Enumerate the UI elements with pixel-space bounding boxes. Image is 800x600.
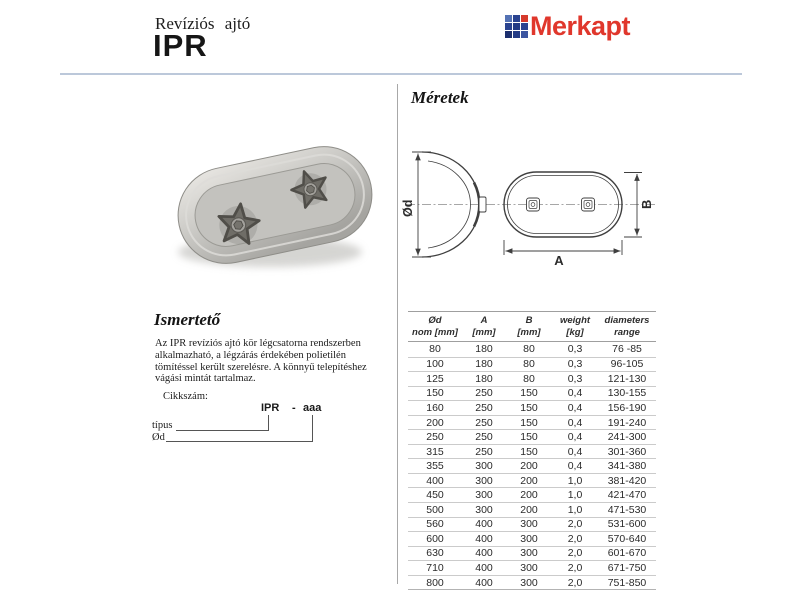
table-cell: 710: [426, 561, 444, 574]
table-row: [408, 560, 656, 575]
table-cell: 200: [426, 416, 444, 429]
table-cell: 180: [475, 372, 493, 385]
dimensions-table-body: [408, 342, 656, 590]
table-cell: 2,0: [567, 561, 583, 574]
table-cell: 800: [426, 576, 444, 589]
fastener-right: [582, 198, 595, 211]
dimensions-table-header: [408, 312, 656, 342]
table-cell: 125: [426, 372, 444, 385]
table-cell: 2,0: [567, 547, 583, 560]
table-row: [408, 502, 656, 517]
table-row: [408, 386, 656, 401]
table-cell: 1,0: [567, 503, 583, 516]
table-cell: 250: [475, 401, 493, 414]
table-cell: 301-360: [607, 445, 647, 458]
table-cell: 500: [426, 503, 444, 516]
table-row: [408, 400, 656, 415]
product-photo: [170, 128, 380, 290]
brand-name: Merkapt: [530, 11, 631, 41]
table-header-cell: B [mm]: [517, 315, 541, 338]
table-cell: 421-470: [607, 489, 647, 502]
table-cell: 80: [523, 343, 535, 356]
table-row: [408, 429, 656, 444]
table-cell: 300: [520, 561, 538, 574]
table-row: [408, 342, 656, 357]
legend-type-label: típus: [152, 420, 173, 431]
product-family-title: Revíziós ajtó: [155, 14, 251, 33]
product-code-title: IPR: [153, 28, 208, 63]
width-dimension-label: A: [554, 253, 564, 268]
table-cell: 751-850: [607, 576, 647, 589]
table-cell: 1,0: [567, 489, 583, 502]
table-cell: 80: [429, 343, 441, 356]
ordering-label: Cikkszám:: [163, 391, 208, 402]
table-cell: 400: [426, 474, 444, 487]
table-cell: 1,0: [567, 474, 583, 487]
table-cell: 400: [475, 518, 493, 531]
table-header-cell: A [mm]: [472, 315, 496, 338]
table-cell: 2,0: [567, 576, 583, 589]
table-cell: 191-240: [607, 416, 647, 429]
fastener-left: [527, 198, 540, 211]
table-row: [408, 487, 656, 502]
connector-line: [268, 415, 269, 431]
table-cell: 0,4: [567, 387, 583, 400]
table-cell: 200: [520, 460, 538, 473]
table-cell: 241-300: [607, 431, 647, 444]
description-title: Ismertető: [154, 310, 221, 329]
table-cell: 0,4: [567, 445, 583, 458]
table-cell: 400: [475, 532, 493, 545]
table-cell: 250: [426, 431, 444, 444]
dimensions-title: Méretek: [411, 88, 469, 107]
table-cell: 80: [523, 358, 535, 371]
table-cell: 400: [475, 576, 493, 589]
table-cell: 100: [426, 358, 444, 371]
table-cell: 600: [426, 532, 444, 545]
brand-logo: [505, 12, 630, 40]
table-row: [408, 444, 656, 459]
table-cell: 0,3: [567, 343, 583, 356]
table-row: [408, 517, 656, 532]
table-cell: 130-155: [607, 387, 647, 400]
table-row: [408, 546, 656, 561]
table-cell: 300: [520, 576, 538, 589]
table-cell: 200: [520, 489, 538, 502]
table-cell: 250: [475, 445, 493, 458]
ordering-code-suffix: aaa: [303, 402, 322, 414]
ordering-code-type: IPR: [261, 402, 280, 414]
table-cell: 300: [475, 474, 493, 487]
table-cell: 381-420: [607, 474, 647, 487]
table-cell: 400: [475, 561, 493, 574]
table-cell: 0,3: [567, 358, 583, 371]
table-cell: 601-670: [607, 547, 647, 560]
table-cell: 560: [426, 518, 444, 531]
table-cell: 2,0: [567, 518, 583, 531]
table-cell: 531-600: [607, 518, 647, 531]
table-cell: 200: [520, 474, 538, 487]
table-cell: 300: [520, 532, 538, 545]
connector-line: [312, 415, 313, 442]
table-cell: 150: [520, 445, 538, 458]
table-cell: 341-380: [607, 460, 647, 473]
table-cell: 76 -85: [612, 343, 642, 356]
table-cell: 0,4: [567, 460, 583, 473]
table-cell: 671-750: [607, 561, 647, 574]
table-cell: 250: [475, 416, 493, 429]
table-header-cell: diameters range: [604, 315, 650, 338]
table-cell: 180: [475, 343, 493, 356]
column-divider: [397, 84, 398, 584]
legend-diameter-label: Ød: [152, 432, 165, 443]
table-cell: 630: [426, 547, 444, 560]
table-cell: 300: [520, 518, 538, 531]
table-cell: 450: [426, 489, 444, 502]
header-rule: [60, 73, 742, 75]
table-cell: 160: [426, 401, 444, 414]
table-cell: 315: [426, 445, 444, 458]
table-row: [408, 415, 656, 430]
table-row: [408, 531, 656, 546]
table-cell: 250: [475, 387, 493, 400]
table-cell: 2,0: [567, 532, 583, 545]
table-cell: 150: [426, 387, 444, 400]
description-body: Az IPR revíziós ajtó kör légcsatorna rendszerben alkalmazható, a légzárás érdekében polietilén tömítéssel került szerelésre. A könnyű telepítéshez vágási mintát tartalmaz.: [155, 338, 367, 385]
table-row: [408, 357, 656, 372]
table-row: [408, 371, 656, 386]
table-cell: 400: [475, 547, 493, 560]
table-cell: 300: [475, 503, 493, 516]
table-cell: 570-640: [607, 532, 647, 545]
table-cell: 180: [475, 358, 493, 371]
technical-drawing: [400, 125, 662, 287]
table-row: [408, 575, 656, 590]
table-header-cell: Ød nom [mm]: [412, 315, 458, 338]
table-cell: 121-130: [607, 372, 647, 385]
connector-line: [176, 430, 269, 431]
table-cell: 150: [520, 401, 538, 414]
table-row: [408, 473, 656, 488]
table-cell: 150: [520, 387, 538, 400]
table-cell: 250: [475, 431, 493, 444]
table-cell: 300: [520, 547, 538, 560]
table-cell: 0,4: [567, 431, 583, 444]
table-row: [408, 458, 656, 473]
connector-line: [166, 441, 313, 442]
merkapt-grid-icon: [505, 15, 528, 38]
table-cell: 96-105: [610, 358, 644, 371]
table-cell: 156-190: [607, 401, 647, 414]
table-cell: 200: [520, 503, 538, 516]
table-cell: 0,4: [567, 401, 583, 414]
table-cell: 80: [523, 372, 535, 385]
table-header-cell: weight [kg]: [559, 315, 591, 338]
table-cell: 0,4: [567, 416, 583, 429]
diameter-dimension-label: Ød: [401, 199, 415, 217]
table-cell: 300: [475, 489, 493, 502]
table-cell: 0,3: [567, 372, 583, 385]
table-cell: 150: [520, 416, 538, 429]
dimensions-table: [408, 311, 656, 590]
table-cell: 471-530: [607, 503, 647, 516]
height-dimension-label: B: [639, 199, 654, 209]
table-cell: 150: [520, 431, 538, 444]
table-cell: 300: [475, 460, 493, 473]
table-cell: 355: [426, 460, 444, 473]
ordering-code-separator: -: [292, 402, 296, 414]
